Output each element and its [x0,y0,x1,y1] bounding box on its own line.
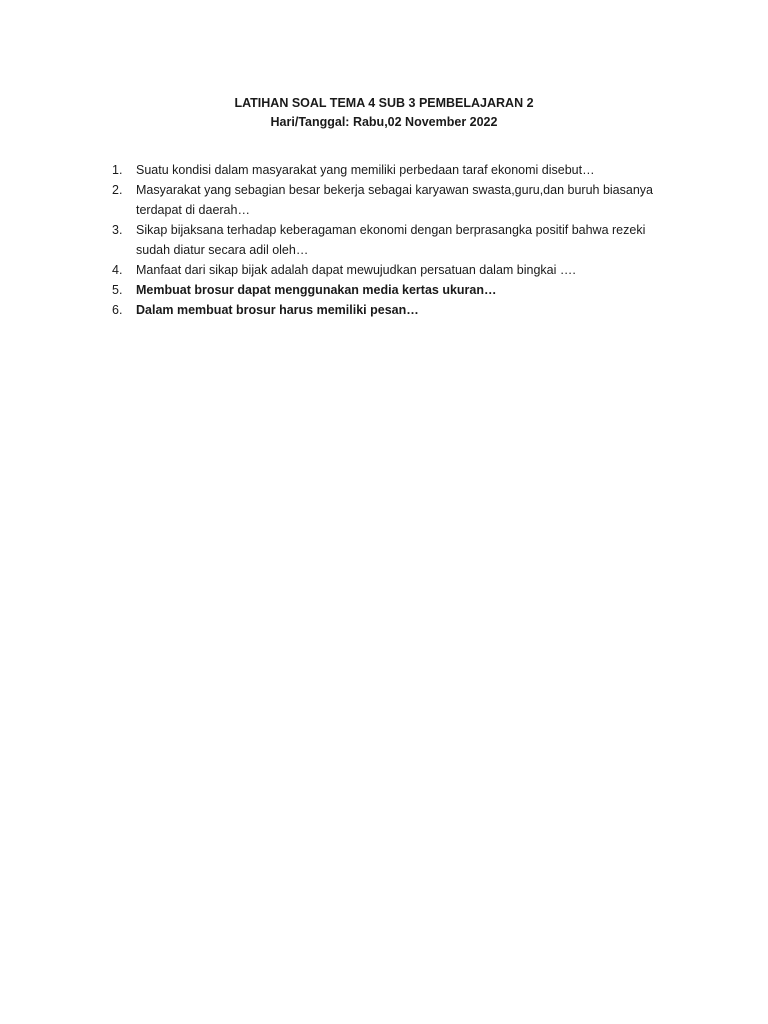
document-header [0,94,768,132]
question-list [112,160,672,320]
question-item-3 [112,220,672,260]
question-text: Dalam membuat brosur harus memiliki pesan… [136,303,419,317]
question-text: Membuat brosur dapat menggunakan media kertas ukuran… [136,283,497,297]
question-number: 3. [112,223,123,237]
document-title: LATIHAN SOAL TEMA 4 SUB 3 PEMBELAJARAN 2 [234,96,534,110]
question-item-6 [112,300,672,320]
date-line: Hari/Tanggal: Rabu,02 November 2022 [270,115,498,129]
question-item-2 [112,180,672,220]
question-number: 6. [112,303,123,317]
question-text: Manfaat dari sikap bijak adalah dapat mewujudkan persatuan dalam bingkai …. [136,263,576,277]
question-number: 5. [112,283,123,297]
question-text: Masyarakat yang sebagian besar bekerja sebagai karyawan swasta,guru,dan buruh biasanya terdapat di daerah… [136,183,653,217]
question-item-1 [112,160,672,180]
question-text: Suatu kondisi dalam masyarakat yang memiliki perbedaan taraf ekonomi disebut… [136,163,595,177]
question-number: 4. [112,263,123,277]
question-number: 1. [112,163,123,177]
question-item-5 [112,280,672,300]
question-text: Sikap bijaksana terhadap keberagaman ekonomi dengan berprasangka positif bahwa rezeki sudah diatur secara adil oleh… [136,223,646,257]
question-number: 2. [112,183,123,197]
question-item-4 [112,260,672,280]
